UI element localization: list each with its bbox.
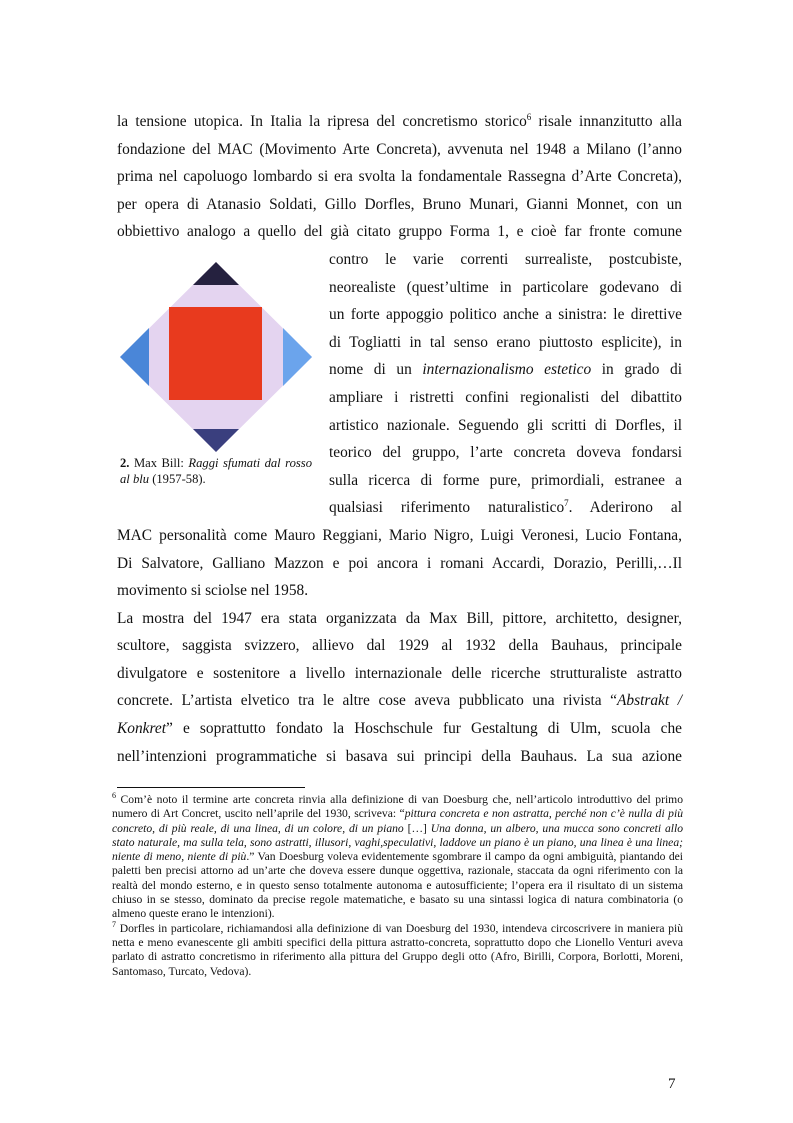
artwork-right-triangle (283, 328, 312, 386)
text-line (329, 467, 682, 495)
italic-text: internazionalismo estetico (422, 361, 592, 379)
line-text: fondazione del MAC (Movimento Arte Concreta), avvenuta nel 1948 a Milano (l’anno (117, 140, 682, 158)
text-line (117, 687, 682, 715)
line-text: per opera di Atanasio Soldati, Gillo Dorfles, Bruno Munari, Gianni Monnet, con un (117, 195, 682, 213)
text-line (329, 329, 682, 357)
footnote-quote: pittura concreta e non astratta, perché non c’è nulla di più concreto, di più reale, di una linea, di un colore, di un piano (112, 807, 683, 835)
footnotes (112, 793, 683, 979)
text-line (117, 715, 682, 743)
text-line (329, 246, 682, 274)
artwork-red-square (169, 307, 262, 400)
text-line (117, 660, 682, 688)
line-text: Di Salvatore, Galliano Mazzon e poi ancora i romani Accardi, Dorazio, Perilli,…Il (117, 554, 682, 572)
line-text: scultore, saggista svizzero, allievo dal 1929 al 1932 della Bauhaus, principale (117, 637, 682, 655)
text-line (117, 605, 682, 633)
second-paragraph (117, 605, 682, 771)
line-text: un forte appoggio politico anche a sinistra: le direttive (329, 306, 682, 324)
line-text: nell’intenzioni programmatiche si basava sui principi della Bauhaus. La sua azione (117, 747, 682, 765)
text-line (329, 412, 682, 440)
line-text: sulla ricerca di forme pure, primordiali, estranee a (329, 471, 682, 489)
text-line (117, 191, 682, 219)
footnote-text: […] (403, 821, 431, 835)
footnote-ref: 7 (564, 498, 569, 509)
line-text: obbiettivo analogo a quello del già citato gruppo Forma 1, e cioè far fronte comune (117, 223, 682, 241)
caption-date: (1957-58). (149, 472, 206, 486)
text-line (117, 218, 682, 246)
caption-title: Raggi sfumati dal rosso al blu (120, 456, 312, 486)
line-text: artistico nazionale. Seguendo gli scritti di Dorfles, il (329, 416, 682, 434)
footnote (112, 919, 683, 979)
artwork-figure (120, 262, 312, 452)
footnote-text: Com’è noto il termine arte concreta rinvia alla definizione di van Doesburg che, nell’articolo introduttivo del primo numero di Art Concret, uscito nell’aprile del 1930, scriveva: “ (112, 793, 683, 821)
paragraph-continuation (117, 522, 682, 605)
line-text: nome di un (329, 361, 423, 379)
line-text: MAC personalità come Mauro Reggiani, Mario Nigro, Luigi Veronesi, Lucio Fontana, (117, 526, 682, 544)
text-line (329, 494, 682, 522)
line-text: la tensione utopica. In Italia la ripresa del concretismo storico (117, 113, 527, 130)
footnote-ref: 6 (526, 111, 532, 122)
line-text: ” e soprattutto fondato la Hoschschule fur Gestaltung di Ulm, scuola che (166, 720, 682, 738)
italic-text: Abstrakt / (617, 692, 682, 710)
line-text: neorealiste (quest’ultime in particolare godevano di (329, 278, 682, 296)
artwork-top-triangle (193, 262, 239, 285)
intro-paragraph (117, 108, 682, 246)
footnote (112, 793, 683, 922)
text-line (329, 301, 682, 329)
line-text: . Aderirono al (568, 499, 682, 517)
footnote-text: Dorfles in particolare, richiamandosi alla definizione di van Doesburg del 1930, intendeva circoscrivere in maniera più netta e meno evanescente gli ambiti specifici della pittura astratto-concreta, soprattutto dopo che Lionello Venturi aveva parlato di astratto concretismo in riferimento alla pittura del Gruppo degli otto (Afro, Birilli, Corpora, Borlotti, Moreni, Santomaso, Turcato, Vedova). (112, 921, 683, 978)
text-line (117, 108, 682, 136)
text-line (117, 577, 682, 605)
line-text: di Togliatti in tal senso erano piuttosto esplicite), in (329, 333, 682, 351)
artwork-bottom-triangle (193, 429, 239, 452)
text-line (329, 384, 682, 412)
page-number: 7 (668, 1076, 676, 1092)
text-line (117, 136, 682, 164)
line-text: qualsiasi riferimento naturalistico (329, 499, 565, 517)
line-text: concrete. L’artista elvetico tra le altre cose aveva pubblicato una rivista “ (117, 692, 617, 710)
text-line (117, 522, 682, 550)
artwork-image (120, 262, 312, 452)
line-text: ampliare i ristretti confini regionalisti del dibattito (329, 388, 682, 406)
line-text: divulgatore e sostenitore a livello internazionale delle ricerche strutturaliste astratto (117, 664, 682, 682)
line-text: La mostra del 1947 era stata organizzata da Max Bill, pittore, architetto, designer, (117, 609, 682, 627)
text-line (117, 163, 682, 191)
artwork-left-triangle (120, 328, 149, 386)
footnote-number: 6 (112, 791, 116, 801)
text-line (329, 274, 682, 302)
caption-author: Max Bill: (129, 456, 189, 470)
line-text: movimento si sciolse nel 1958. (117, 582, 309, 600)
line-text: contro le varie correnti surrealiste, postcubiste, (329, 250, 682, 268)
footnote-text: .” Van Doesburg voleva evidentemente sgombrare il campo da ogni ambiguità, piantando dei paletti ben precisi attorno ad un’arte che doveva essere dunque oggettiva, razionale, staccata da ogni riferimento con la realtà del mondo esterno, e in questo senso totalmente autonoma e autosufficiente; l’opera era il risultato di un sistema chiuso in se stesso, dominato da precise regole matematiche, e basato su una sintassi logica di natura combinatoria (o almeno queste erano le intenzioni). (112, 850, 683, 921)
text-line (117, 632, 682, 660)
figure-caption (120, 455, 312, 487)
line-text: teorico del gruppo, l’arte concreta doveva fondarsi (329, 444, 682, 462)
text-line (117, 550, 682, 578)
footnote-separator (117, 787, 305, 788)
italic-text: Konkret (117, 720, 167, 738)
line-text: risale innanzitutto alla (531, 113, 682, 130)
caption-number: 2. (120, 456, 130, 470)
footnote-number: 7 (112, 919, 116, 929)
line-text: in grado di (591, 361, 682, 379)
text-line (329, 356, 682, 384)
footnote-quote: Una donna, un albero, una mucca sono concreti allo stato naturale, ma sulla tela, sono astratti, illusori, vaghi,speculativi, laddove un piano è un piano, una linea è una linea; niente di meno, niente di più (112, 821, 683, 864)
text-line (117, 743, 682, 771)
line-text: prima nel capoluogo lombardo si era svolta la fondamentale Rassegna d’Arte Concreta), (117, 168, 682, 186)
text-line (329, 439, 682, 467)
